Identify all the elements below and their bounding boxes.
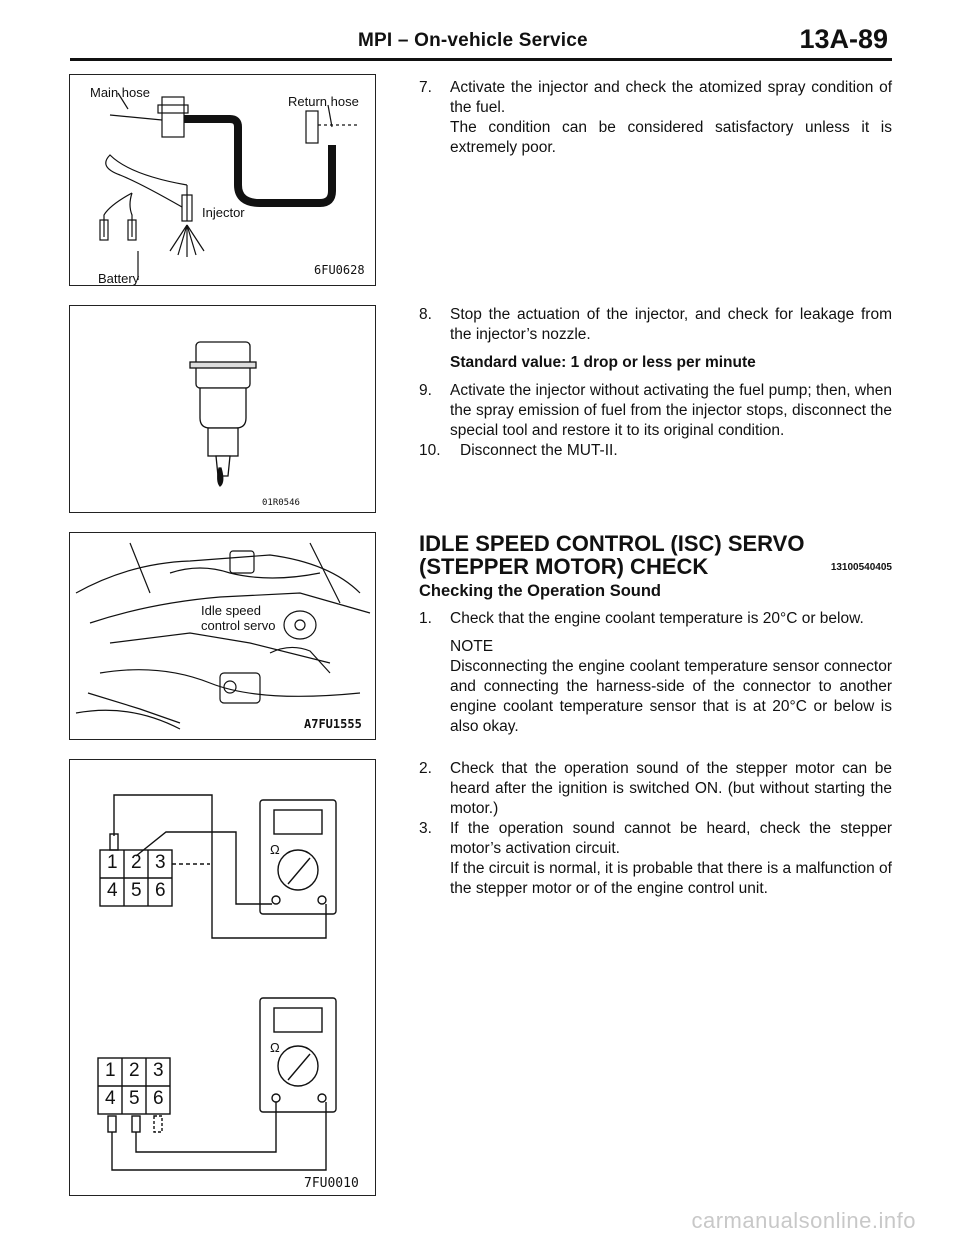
label-battery: Battery [98,271,140,286]
pin-2-bottom: 2 [129,1060,140,1081]
pin-6-bottom: 6 [153,1088,164,1109]
pin-3-bottom: 3 [153,1060,164,1081]
note-label: NOTE [450,638,494,655]
ohmmeter-circuit-drawing [70,760,376,1196]
step-text: Activate the injector without activating the fuel pump; then, when the spray emission of fuel from the injector stops, disconnect the special tool and restore it to its original condition. [450,382,892,439]
page-number: 13A-89 [799,24,888,54]
figure-code: A7FU1555 [304,717,362,731]
list-item [419,759,892,819]
steps-operation-sound [419,609,892,737]
step-text: If the circuit is normal, it is probable that there is a malfunction of the stepper motor or of the engine control unit. [450,860,892,897]
step-number: 10. [419,442,441,459]
list-item [419,381,892,441]
step-text: Disconnect the MUT-II. [460,442,618,459]
figure-code: 6FU0628 [314,263,365,277]
pin-1-bottom: 1 [105,1060,116,1081]
figure-code: 7FU0010 [304,1176,359,1191]
step-text: If the operation sound cannot be heard, check the stepper motor’s activation circuit. [450,820,892,857]
list-item [419,441,892,461]
watermark: carmanualsonline.info [691,1208,916,1233]
figure-injector-leak [69,305,376,513]
step-number: 3. [419,820,432,837]
steps-injector-leak [419,305,892,461]
pin-5-top: 5 [131,880,142,901]
section-title [419,532,892,578]
section-title-line1: IDLE SPEED CONTROL (ISC) SERVO [419,531,805,556]
section-code: 13100540405 [830,562,892,573]
pin-4-top: 4 [107,880,118,901]
list-item [419,819,892,899]
list-item [419,305,892,345]
ohm-symbol-top: Ω [270,842,280,857]
step-text: The condition can be considered satisfactory unless it is extremely poor. [450,119,892,156]
list-item [419,609,892,629]
pin-6-top: 6 [155,880,166,901]
engine-bay-drawing [70,533,376,740]
header-rule [70,58,892,61]
steps-injector-spray [419,78,892,158]
pin-1-top: 1 [107,852,118,873]
steps-stepper-motor [419,759,892,899]
list-item [419,78,892,158]
section-title-line2: (STEPPER MOTOR) CHECK [419,554,709,579]
injector-leak-drawing [70,306,376,513]
label-main-hose: Main hose [90,85,150,100]
ohm-symbol-bottom: Ω [270,1040,280,1055]
standard-value: Standard value: 1 drop or less per minute [450,354,756,371]
step-number: 1. [419,610,432,627]
step-number: 8. [419,306,432,323]
figure-code: 01R0546 [262,498,300,508]
label-isc-servo-line1: Idle speed [201,603,261,618]
note-text: Disconnecting the engine coolant temperature sensor connector and connecting the harness-side of the connector to another engine coolant temperature sensor that is at 20°C or below is also okay. [450,658,892,735]
figure-isc-servo-location [69,532,376,740]
label-injector: Injector [202,205,245,220]
step-number: 2. [419,760,432,777]
label-isc-servo-line2: control servo [201,618,276,633]
pin-5-bottom: 5 [129,1088,140,1109]
page-header-title: MPI – On-vehicle Service [358,30,588,51]
figure-injector-spray [69,74,376,286]
step-number: 9. [419,382,432,399]
pin-2-top: 2 [131,852,142,873]
pin-3-top: 3 [155,852,166,873]
step-text: Activate the injector and check the atomized spray condition of the fuel. [450,79,892,116]
pin-4-bottom: 4 [105,1088,116,1109]
step-number: 7. [419,79,432,96]
step-text: Stop the actuation of the injector, and check for leakage from the injector’s nozzle. [450,306,892,343]
label-return-hose: Return hose [288,94,359,109]
step-text: Check that the engine coolant temperature is 20°C or below. [450,610,864,627]
step-text: Check that the operation sound of the stepper motor can be heard after the ignition is switched ON. (but without starting the motor.) [450,760,892,817]
figure-connector-check [69,759,376,1196]
section-subheading: Checking the Operation Sound [419,582,662,600]
